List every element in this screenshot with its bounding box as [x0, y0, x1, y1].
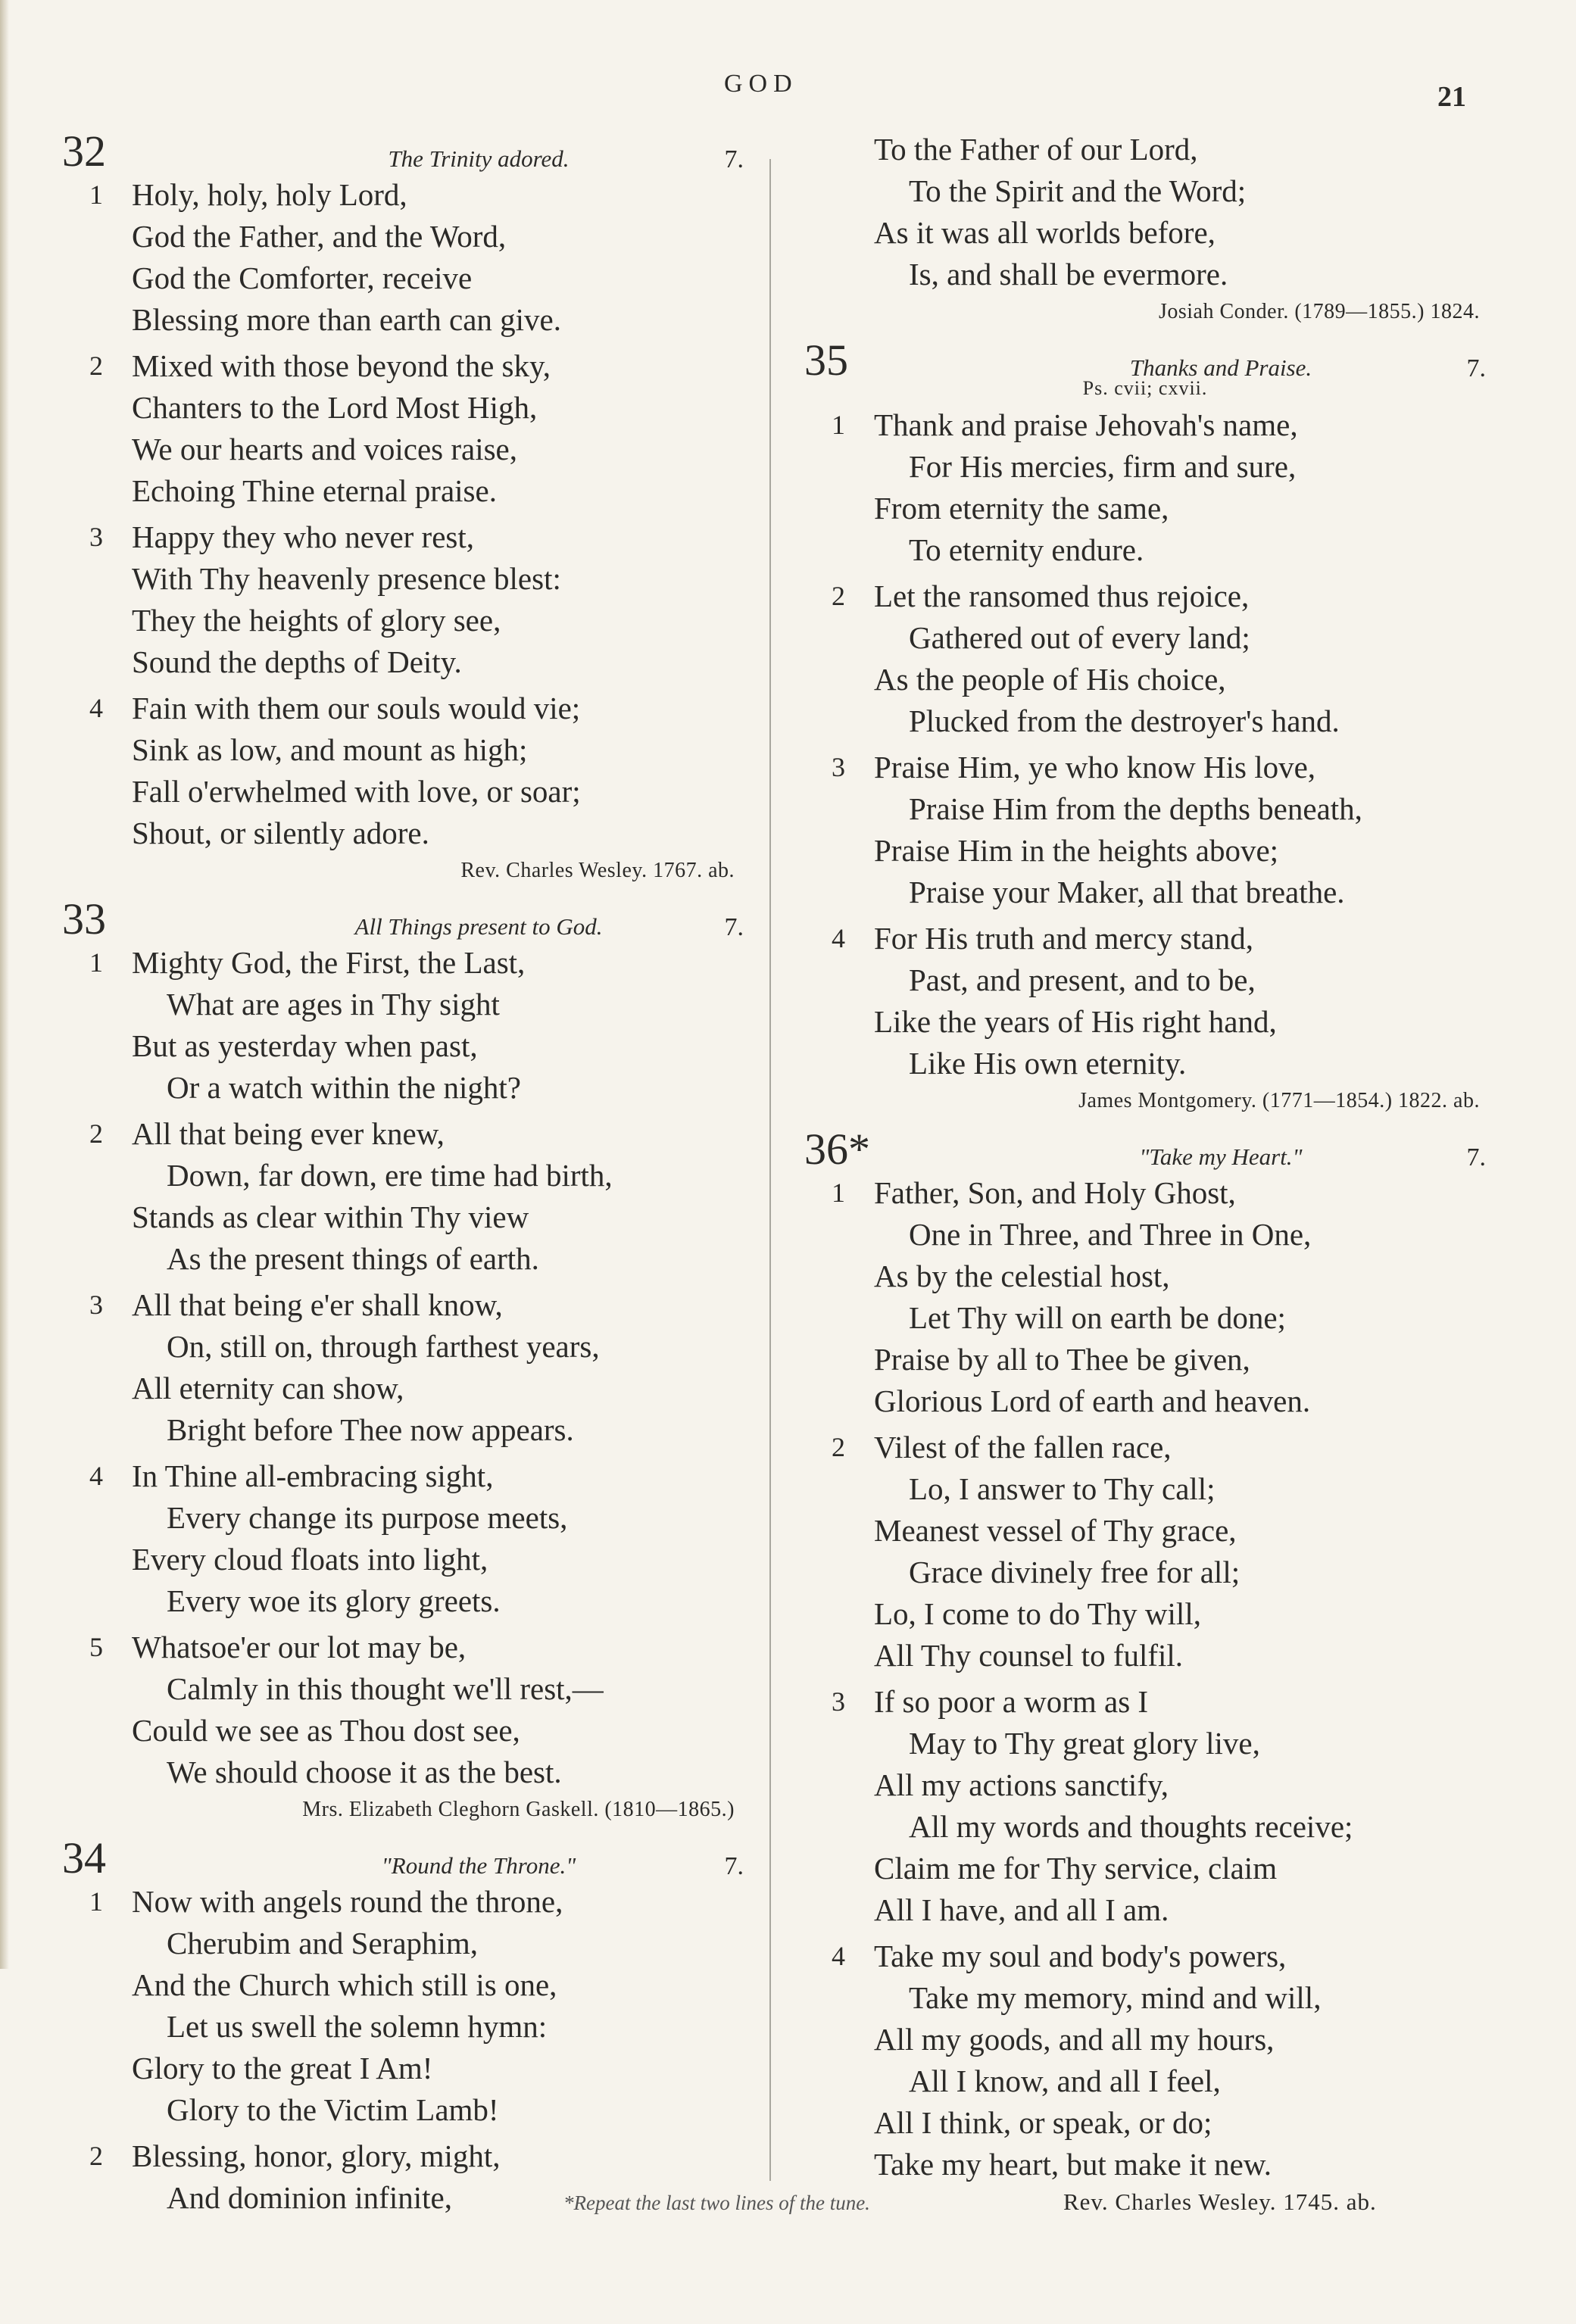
hymn-meter: 7.: [724, 145, 744, 173]
hymn-line: As by the celestial host,: [874, 1259, 1170, 1293]
hymn-line: As it was all worlds before,: [874, 215, 1216, 250]
hymn-line: With Thy heavenly presence blest:: [132, 561, 561, 596]
hymn-line: And dominion infinite,: [167, 2180, 452, 2215]
hymn-line: Meanest vessel of Thy grace,: [874, 1513, 1237, 1548]
hymn-line: We should choose it as the best.: [167, 1755, 562, 1789]
hymn-line: Shout, or silently adore.: [132, 816, 429, 850]
verse-number: 4: [832, 1941, 845, 1971]
hymn-line: For His truth and mercy stand,: [874, 921, 1254, 956]
verse-number: 5: [89, 1632, 103, 1662]
hymn-line: Bright before Thee now appears.: [167, 1412, 574, 1447]
footer-attribution: Rev. Charles Wesley. 1745. ab.: [1063, 2188, 1377, 2215]
verse-number: 2: [89, 1118, 103, 1149]
hymn-meter: 7.: [724, 913, 744, 941]
hymn-line: Chanters to the Lord Most High,: [132, 390, 538, 425]
hymn-scripture-ref: Ps. cvii; cxvii.: [1082, 377, 1208, 399]
hymn-line: Praise your Maker, all that breathe.: [909, 875, 1345, 909]
verse-number: 1: [832, 1178, 845, 1208]
hymn-line: Cherubim and Seraphim,: [167, 1926, 479, 1961]
verse: [804, 1681, 1486, 1931]
hymn-35: [804, 335, 1486, 1113]
hymn-line: All that being e'er shall know,: [132, 1287, 503, 1322]
hymn-line: Every cloud floats into light,: [132, 1542, 488, 1577]
hymn-line: As the present things of earth.: [167, 1241, 539, 1276]
hymn-line: God the Comforter, receive: [132, 260, 473, 295]
hymn-header: [62, 894, 744, 944]
hymn-line: Take my soul and body's powers,: [874, 1939, 1287, 1973]
hymn-number: 32: [62, 126, 106, 176]
hymn-33: [62, 894, 744, 1822]
hymn-line: Sink as low, and mount as high;: [132, 732, 528, 767]
hymn-line: If so poor a worm as I: [874, 1684, 1149, 1719]
hymn-header: [804, 1127, 1486, 1172]
hymn-number: 36*: [804, 1125, 870, 1174]
verse-number: 4: [89, 1461, 103, 1491]
hymn-title: The Trinity adored.: [388, 145, 570, 172]
hymn-line: Whatsoe'er our lot may be,: [132, 1630, 467, 1664]
hymn-line: Holy, holy, holy Lord,: [132, 177, 407, 212]
hymn-header: [804, 335, 1486, 385]
hymn-line: For His mercies, firm and sure,: [909, 449, 1297, 484]
hymn-continuation: [804, 129, 1486, 324]
hymn-line: All eternity can show,: [132, 1371, 404, 1405]
verse: [62, 1113, 744, 1280]
hymn-line: All I think, or speak, or do;: [874, 2105, 1212, 2140]
verse: [62, 1627, 744, 1793]
hymn-line: Claim me for Thy service, claim: [874, 1851, 1278, 1886]
hymn-line: What are ages in Thy sight: [167, 987, 500, 1022]
hymn-line: Gathered out of every land;: [909, 620, 1250, 655]
left-column: [62, 126, 744, 2232]
hymn-line: All I know, and all I feel,: [909, 2064, 1221, 2098]
verse: [62, 345, 744, 512]
hymn-line: Mighty God, the First, the Last,: [132, 945, 526, 980]
hymn-line: Let the ransomed thus rejoice,: [874, 579, 1250, 613]
hymn-attribution: Mrs. Elizabeth Cleghorn Gaskell. (1810—1865.): [302, 1798, 735, 1821]
hymn-34: [62, 1833, 744, 2219]
hymn-line: To the Spirit and the Word;: [909, 173, 1247, 208]
hymn-meter: 7.: [724, 1852, 744, 1880]
hymn-line: Grace divinely free for all;: [909, 1555, 1241, 1589]
hymn-title: All Things present to God.: [354, 913, 603, 940]
verse-number: 1: [89, 947, 103, 978]
hymn-title: "Round the Throne.": [381, 1852, 576, 1879]
verse: [804, 1427, 1486, 1677]
hymn-line: Every woe its glory greets.: [167, 1583, 501, 1618]
hymn-line: Take my heart, but make it new.: [874, 2147, 1272, 2182]
verse: [62, 1455, 744, 1622]
verse-number: 3: [832, 1686, 845, 1717]
hymn-line: In Thine all-embracing sight,: [132, 1458, 494, 1493]
hymn-line: Blessing, honor, glory, might,: [132, 2138, 501, 2173]
hymn-line: On, still on, through farthest years,: [167, 1329, 600, 1364]
hymn-line: To the Father of our Lord,: [874, 132, 1198, 167]
verse-number: 1: [89, 1886, 103, 1917]
hymn-meter: 7.: [1466, 354, 1486, 382]
hymn-line: Glory to the Victim Lamb!: [167, 2092, 499, 2127]
hymn-line: Vilest of the fallen race,: [874, 1430, 1172, 1465]
hymn-line: Could we see as Thou dost see,: [132, 1713, 520, 1748]
hymn-line: All I have, and all I am.: [874, 1892, 1169, 1927]
hymn-line: Glorious Lord of earth and heaven.: [874, 1383, 1311, 1418]
hymn-line: From eternity the same,: [874, 491, 1169, 526]
hymn-line: Father, Son, and Holy Ghost,: [874, 1175, 1236, 1210]
hymn-line: Past, and present, and to be,: [909, 962, 1256, 997]
hymn-header: [62, 126, 744, 176]
verse-number: 1: [89, 179, 103, 210]
hymn-line: And the Church which still is one,: [132, 1967, 557, 2002]
verse: [62, 942, 744, 1109]
hymn-line: Take my memory, mind and will,: [909, 1980, 1322, 2015]
hymn-line: Is, and shall be evermore.: [909, 257, 1228, 292]
right-column: [804, 129, 1486, 2199]
verse: [62, 1881, 744, 2131]
hymn-line: May to Thy great glory live,: [909, 1726, 1260, 1761]
hymn-line: Or a watch within the night?: [167, 1070, 521, 1105]
hymn-number: 34: [62, 1833, 106, 1883]
hymn-line: Praise Him from the depths beneath,: [909, 791, 1362, 826]
verse: [804, 404, 1486, 571]
verse: [804, 576, 1486, 742]
hymn-line: Now with angels round the throne,: [132, 1884, 563, 1919]
hymn-line: Calmly in this thought we'll rest,—: [167, 1671, 604, 1706]
hymn-line: As the people of His choice,: [874, 662, 1226, 697]
hymn-line: Praise Him in the heights above;: [874, 833, 1279, 868]
hymn-line: Fain with them our souls would vie;: [132, 691, 581, 725]
running-title: GOD: [724, 70, 798, 98]
verse-number: 2: [89, 2141, 103, 2171]
hymn-number: 33: [62, 894, 106, 944]
hymn-32: [62, 126, 744, 883]
verse-number: 3: [832, 752, 845, 782]
hymn-line: All my actions sanctify,: [874, 1767, 1169, 1802]
verse: [62, 688, 744, 854]
hymn-line: Plucked from the destroyer's hand.: [909, 703, 1340, 738]
verse-number: 2: [832, 1432, 845, 1462]
verse: [62, 1284, 744, 1451]
hymn-meter: 7.: [1466, 1143, 1486, 1171]
hymn-line: Sound the depths of Deity.: [132, 644, 462, 679]
hymn-line: All my words and thoughts receive;: [909, 1809, 1353, 1844]
verse-number: 2: [89, 351, 103, 381]
hymn-line: Like His own eternity.: [909, 1046, 1187, 1081]
verse: [804, 1936, 1486, 2185]
hymn-line: Thank and praise Jehovah's name,: [874, 407, 1298, 442]
verse-number: 2: [832, 581, 845, 611]
hymn-line: Stands as clear within Thy view: [132, 1199, 529, 1234]
hymn-line: But as yesterday when past,: [132, 1028, 478, 1063]
footnote: *Repeat the last two lines of the tune.: [563, 2191, 870, 2214]
hymn-36: [804, 1127, 1486, 2185]
page-number: 21: [1437, 81, 1466, 113]
hymn-line: They the heights of glory see,: [132, 603, 501, 638]
verse-number: 3: [89, 1290, 103, 1320]
hymn-title: Thanks and Praise.: [1129, 354, 1312, 381]
hymn-attribution: Rev. Charles Wesley. 1767. ab.: [460, 859, 735, 882]
hymn-line: Like the years of His right hand,: [874, 1004, 1277, 1039]
hymn-line: We our hearts and voices raise,: [132, 432, 517, 466]
hymn-line: Echoing Thine eternal praise.: [132, 473, 497, 508]
verse: [804, 747, 1486, 913]
hymn-line: Let us swell the solemn hymn:: [167, 2009, 548, 2044]
hymn-line: To eternity endure.: [909, 532, 1144, 567]
verse-number: 1: [832, 410, 845, 440]
hymn-line: Down, far down, ere time had birth,: [167, 1158, 613, 1193]
hymn-line: Happy they who never rest,: [132, 519, 475, 554]
hymn-header: [62, 1833, 744, 1883]
verse: [62, 516, 744, 683]
hymn-line: Blessing more than earth can give.: [132, 302, 561, 337]
hymn-line: Praise Him, ye who know His love,: [874, 750, 1316, 785]
verse: [804, 1172, 1486, 1422]
hymn-line: All Thy counsel to fulfil.: [874, 1638, 1184, 1673]
hymn-line: Praise by all to Thee be given,: [874, 1342, 1250, 1377]
hymn-line: Let Thy will on earth be done;: [909, 1300, 1286, 1335]
verse-number: 4: [832, 923, 845, 953]
verse: [62, 174, 744, 341]
hymn-line: One in Three, and Three in One,: [909, 1217, 1312, 1252]
verse-number: 3: [89, 522, 103, 552]
hymn-attribution: Josiah Conder. (1789—1855.) 1824.: [1158, 300, 1480, 323]
hymn-number: 35: [804, 335, 848, 385]
hymn-line: Every change its purpose meets,: [167, 1500, 568, 1535]
hymn-line: Lo, I come to do Thy will,: [874, 1596, 1201, 1631]
hymn-line: Glory to the great I Am!: [132, 2051, 433, 2085]
hymn-line: God the Father, and the Word,: [132, 219, 507, 254]
hymn-line: All my goods, and all my hours,: [874, 2022, 1275, 2057]
hymn-attribution: James Montgomery. (1771—1854.) 1822. ab.: [1078, 1089, 1480, 1112]
page-edge-shadow: [0, 0, 9, 1969]
hymn-line: All that being ever knew,: [132, 1116, 445, 1151]
verse: [804, 918, 1486, 1084]
verse-number: 4: [89, 693, 103, 723]
column-divider: [769, 159, 771, 2181]
hymn-line: Mixed with those beyond the sky,: [132, 348, 551, 383]
hymn-line: Lo, I answer to Thy call;: [909, 1471, 1216, 1506]
hymn-title: "Take my Heart.": [1139, 1143, 1303, 1170]
hymn-line: Fall o'erwhelmed with love, or soar;: [132, 774, 581, 809]
